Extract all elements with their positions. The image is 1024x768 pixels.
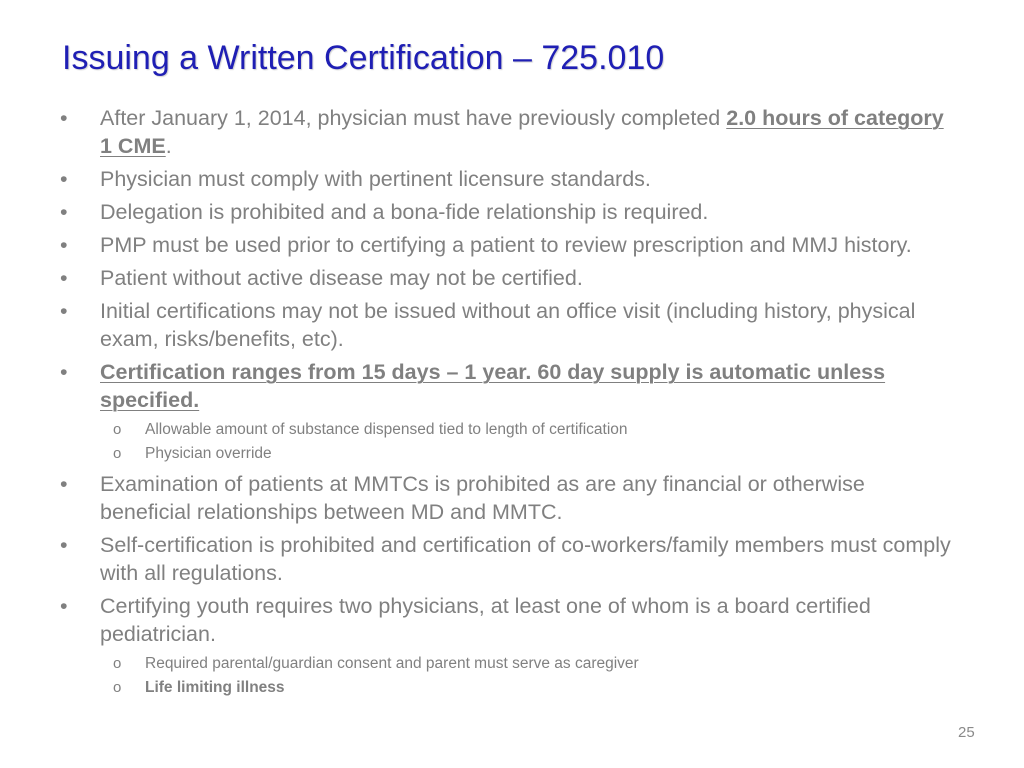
bullet-text: Self-certification is prohibited and certification of co-workers/family members must comply with all regulations. xyxy=(100,533,951,585)
bullet-glyph: • xyxy=(60,167,68,191)
sub-bullet-item xyxy=(60,419,960,440)
slide-title: Issuing a Written Certification – 725.010 xyxy=(62,39,665,77)
bullet-item xyxy=(60,198,960,226)
bullet-text: Physician must comply with pertinent licensure standards. xyxy=(100,167,651,191)
bullet-text: Patient without active disease may not be certified. xyxy=(100,266,583,290)
bullet-glyph: • xyxy=(60,200,68,224)
sub-bullet-text: Life limiting illness xyxy=(145,679,285,696)
bullet-item xyxy=(60,531,960,587)
bullet-item xyxy=(60,358,960,414)
sub-bullet-glyph: o xyxy=(113,421,122,438)
sub-bullet-item xyxy=(60,677,960,698)
bullet-item xyxy=(60,165,960,193)
bullet-text: Delegation is prohibited and a bona-fide relationship is required. xyxy=(100,200,709,224)
page-number: 25 xyxy=(958,724,975,741)
bullet-text: After January 1, 2014, physician must have previously completed xyxy=(100,106,727,130)
bullet-text-end: . xyxy=(165,134,172,158)
bullet-item xyxy=(60,297,960,353)
bullet-list xyxy=(60,104,960,701)
bullet-text: Certifying youth requires two physicians, at least one of whom is a board certified pediatrician. xyxy=(100,594,871,646)
bullet-glyph: • xyxy=(60,233,68,257)
bullet-text: PMP must be used prior to certifying a patient to review prescription and MMJ history. xyxy=(100,233,912,257)
bullet-glyph: • xyxy=(60,594,68,618)
sub-bullet-item xyxy=(60,443,960,464)
sub-bullet-glyph: o xyxy=(113,655,122,672)
bullet-item xyxy=(60,231,960,259)
bullet-text: Initial certifications may not be issued without an office visit (including history, physical exam, risks/benefits, etc). xyxy=(100,299,916,351)
sub-bullet-glyph: o xyxy=(113,445,122,462)
sub-bullet-text: Allowable amount of substance dispensed tied to length of certification xyxy=(145,421,628,438)
bullet-item xyxy=(60,592,960,648)
bullet-glyph: • xyxy=(60,360,68,384)
sub-bullet-text: Physician override xyxy=(145,445,272,462)
sub-bullet-text: Required parental/guardian consent and parent must serve as caregiver xyxy=(145,655,639,672)
sub-bullet-glyph: o xyxy=(113,679,122,696)
bullet-glyph: • xyxy=(60,472,68,496)
bullet-glyph: • xyxy=(60,266,68,290)
bullet-item xyxy=(60,470,960,526)
sub-bullet-item xyxy=(60,653,960,674)
bullet-glyph: • xyxy=(60,533,68,557)
bullet-text: Examination of patients at MMTCs is prohibited as are any financial or otherwise beneficial relationships between MD and MMTC. xyxy=(100,472,865,524)
bullet-item xyxy=(60,104,960,160)
bullet-emphasis: Certification ranges from 15 days – 1 year. 60 day supply is automatic unless specified. xyxy=(100,360,886,412)
bullet-glyph: • xyxy=(60,106,68,130)
bullet-glyph: • xyxy=(60,299,68,323)
bullet-item xyxy=(60,264,960,292)
bullet-emphasis: 2.0 hours of category 1 CME xyxy=(100,106,944,158)
